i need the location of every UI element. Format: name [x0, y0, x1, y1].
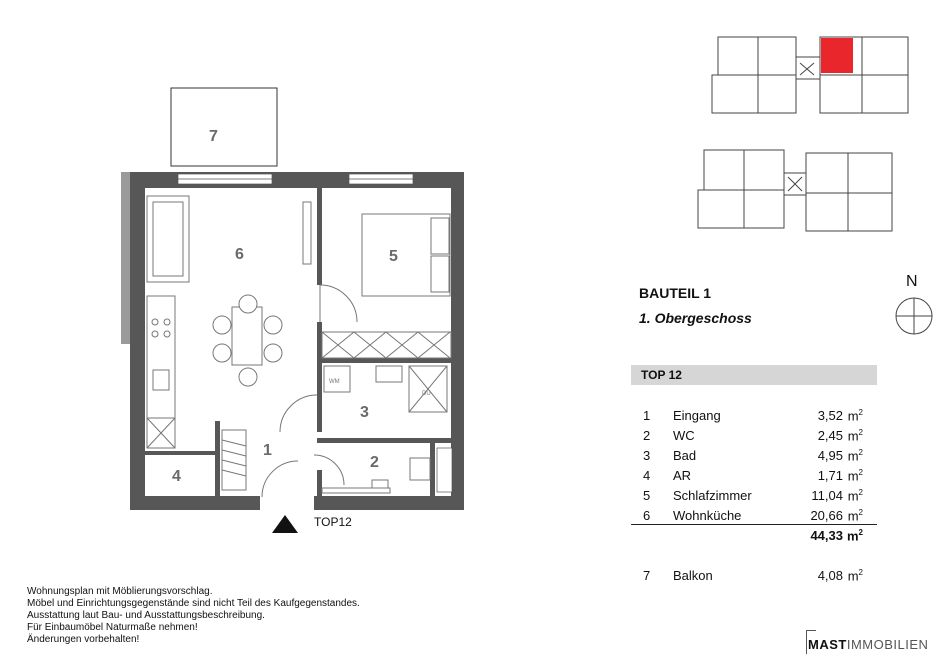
room-row [631, 448, 877, 466]
highlighted-unit [821, 38, 853, 73]
room-row [631, 428, 877, 446]
north-label: N [906, 273, 918, 290]
room-name: Balkon [673, 568, 713, 583]
room-7-number: 7 [209, 128, 218, 145]
room-unit: $m^2$ [847, 448, 863, 464]
room-row [631, 488, 877, 506]
bathroom-fixtures [324, 366, 447, 412]
du-label: DU [422, 391, 431, 397]
note-line: Wohnungsplan mit Möblierungsvorschlag. [27, 586, 213, 597]
floor-title: 1. Obergeschoss [639, 310, 752, 326]
logo-border-top [806, 630, 816, 632]
room-name: Eingang [673, 408, 721, 423]
room-area: 2,45 [817, 428, 843, 443]
logo-border [806, 630, 808, 654]
building-title: BAUTEIL 1 [639, 285, 712, 301]
room-number: 5 [643, 488, 651, 503]
room-unit: $m^2$ [847, 568, 863, 584]
key-plan [690, 25, 930, 250]
room-6-number: 6 [235, 246, 244, 263]
room-number: 3 [643, 448, 651, 463]
logo-part1: MAST [808, 637, 847, 652]
room-area: 3,52 [817, 408, 843, 423]
room-name: Schlafzimmer [673, 488, 752, 503]
disclaimer-notes [27, 586, 360, 646]
room-number: 7 [643, 568, 651, 583]
note-line: Ausstattung laut Bau- und Ausstattungsbeschreibung. [27, 610, 265, 621]
note-line: Für Einbaumöbel Naturmaße nehmen! [27, 622, 198, 633]
compass-icon [894, 296, 934, 336]
tv-board [303, 202, 311, 264]
unit-header [631, 365, 877, 385]
company-logo [808, 637, 928, 652]
note-line: Möbel und Einrichtungsgegenstände sind nicht Teil des Kaufgegenstandes. [27, 598, 360, 609]
room-number: 2 [643, 428, 651, 443]
room-5-number: 5 [389, 248, 398, 265]
room-area: 11,04 [811, 488, 843, 503]
room-unit: $m^2$ [847, 488, 863, 504]
logo-part2: IMMOBILIEN [846, 637, 929, 652]
room-unit: $m^2$ [847, 428, 863, 444]
total-unit: $m^2$ [846, 528, 863, 544]
room-number: 6 [643, 508, 651, 523]
room-area: 4,08 [817, 568, 843, 583]
dining-table [213, 295, 282, 386]
room-name: AR [673, 468, 692, 483]
room-unit: $m^2$ [847, 408, 863, 424]
room-area: 20,66 [810, 508, 843, 523]
room-unit: $m^2$ [847, 508, 863, 524]
room-number: 1 [643, 408, 651, 423]
entrance-marker-icon [272, 515, 298, 533]
room-2-number: 2 [370, 454, 379, 471]
room-name: Bad [673, 448, 697, 463]
room-name: WC [673, 428, 695, 443]
room-number: 4 [643, 468, 651, 483]
balcony [171, 88, 277, 166]
unit-header-label: TOP 12 [641, 368, 682, 382]
balcony-row [631, 568, 877, 586]
room-row [631, 468, 877, 486]
room-name: Wohnküche [673, 508, 742, 523]
room-area: 4,95 [817, 448, 843, 463]
room-3-number: 3 [360, 404, 369, 421]
room-unit: $m^2$ [847, 468, 863, 484]
plan-unit-label: TOP12 [314, 515, 352, 529]
room-4-number: 4 [172, 468, 181, 485]
note-line: Änderungen vorbehalten! [27, 634, 140, 645]
wm-label: WM [329, 379, 340, 385]
wardrobe [322, 332, 451, 358]
total-area: 44,33 [810, 528, 843, 543]
entrance-wardrobe [222, 430, 246, 490]
kitchen-counter [147, 296, 175, 448]
bed [362, 214, 450, 296]
room-area: 1,71 [817, 468, 843, 483]
room-1-number: 1 [263, 442, 272, 459]
sofa [147, 196, 189, 282]
room-row [631, 408, 877, 426]
table-divider [631, 524, 877, 525]
